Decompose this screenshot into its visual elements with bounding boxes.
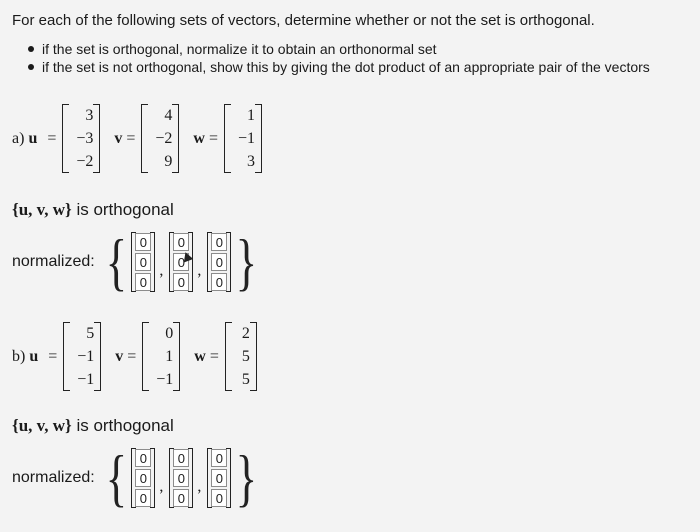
equals-sign: = [47,129,57,147]
normalized-label: normalized: [12,253,95,270]
vector-v-a [141,104,179,173]
part-b-result [12,416,174,436]
vector-entry: −1 [156,371,174,388]
vector-entry: −2 [155,130,173,147]
part-b-normalized [12,442,262,513]
answer-input[interactable] [135,253,151,271]
equals-sign: = [127,347,137,365]
answer-input[interactable] [173,233,189,251]
vector-set-label: {u, v, w} [12,416,72,435]
part-b-label: b) u [12,347,39,365]
equals-sign: = [209,347,219,365]
instruction-bullets [26,40,650,76]
left-brace-icon: { [105,226,127,297]
bullet-not-orthogonal: if the set is not orthogonal, show this by giving the dot product of an appropriate pair of the vectors [26,58,650,76]
comma-separator: , [159,262,164,279]
vector-entry: −1 [77,371,95,388]
answer-input[interactable] [173,449,189,467]
v-label: v [114,129,123,147]
vector-entry: −3 [76,130,94,147]
answer-input[interactable] [211,233,227,251]
equals-sign: = [208,129,218,147]
vector-set-label: {u, v, w} [12,200,72,219]
answer-input[interactable] [211,273,227,291]
answer-input[interactable] [135,489,151,507]
normalized-vector-3 [207,448,231,508]
normalized-label: normalized: [12,469,95,486]
answer-input[interactable] [211,449,227,467]
vector-entry: −1 [237,130,255,147]
vector-entry: 3 [247,153,255,170]
vector-u-a [62,104,100,173]
normalized-vector-1 [131,448,155,508]
answer-input[interactable] [135,233,151,251]
orthogonality-result: is orthogonal [76,416,174,435]
vector-entry: 2 [241,325,250,342]
answer-input[interactable] [135,273,151,291]
part-a-result [12,200,174,220]
left-brace-icon: { [105,442,127,513]
part-a-normalized [12,226,262,297]
answer-input[interactable] [135,469,151,487]
vector-entry: 0 [165,325,174,342]
vector-entry: −2 [76,153,94,170]
part-a-label: a) u [12,129,38,147]
vector-entry: 9 [164,153,173,170]
vector-w-a [224,104,262,173]
answer-input[interactable] [211,253,227,271]
vector-entry: 1 [165,348,174,365]
vector-entry: 4 [164,107,173,124]
answer-input[interactable] [211,469,227,487]
orthogonality-result: is orthogonal [76,200,174,219]
answer-input[interactable] [173,273,189,291]
v-label: v [115,347,124,365]
comma-separator: , [197,262,202,279]
answer-input[interactable] [173,489,189,507]
equals-sign: = [126,129,136,147]
vector-entry: 5 [86,325,95,342]
comma-separator: , [197,478,202,495]
instructions-text: For each of the following sets of vectors, determine whether or not the set is orthogonal. [12,12,595,29]
vector-entry: 5 [241,371,250,388]
normalized-vector-1 [131,232,155,292]
comma-separator: , [159,478,164,495]
normalized-vector-2 [169,232,193,292]
normalized-vector-3 [207,232,231,292]
vector-entry: −1 [77,348,95,365]
normalized-vector-2 [169,448,193,508]
answer-input[interactable] [211,489,227,507]
w-label: w [194,347,206,365]
vector-w-b [225,322,257,391]
right-brace-icon: } [236,442,258,513]
w-label: w [193,129,205,147]
part-a-vectors [12,104,262,173]
vector-entry: 1 [247,107,255,124]
vector-v-b [142,322,180,391]
answer-input[interactable] [173,469,189,487]
vector-entry: 3 [85,107,94,124]
right-brace-icon: } [236,226,258,297]
vector-entry: 5 [241,348,250,365]
vector-u-b [63,322,101,391]
part-b-vectors [12,322,257,391]
bullet-orthogonal: if the set is orthogonal, normalize it to obtain an orthonormal set [26,40,650,58]
equals-sign: = [48,347,58,365]
answer-input[interactable] [135,449,151,467]
